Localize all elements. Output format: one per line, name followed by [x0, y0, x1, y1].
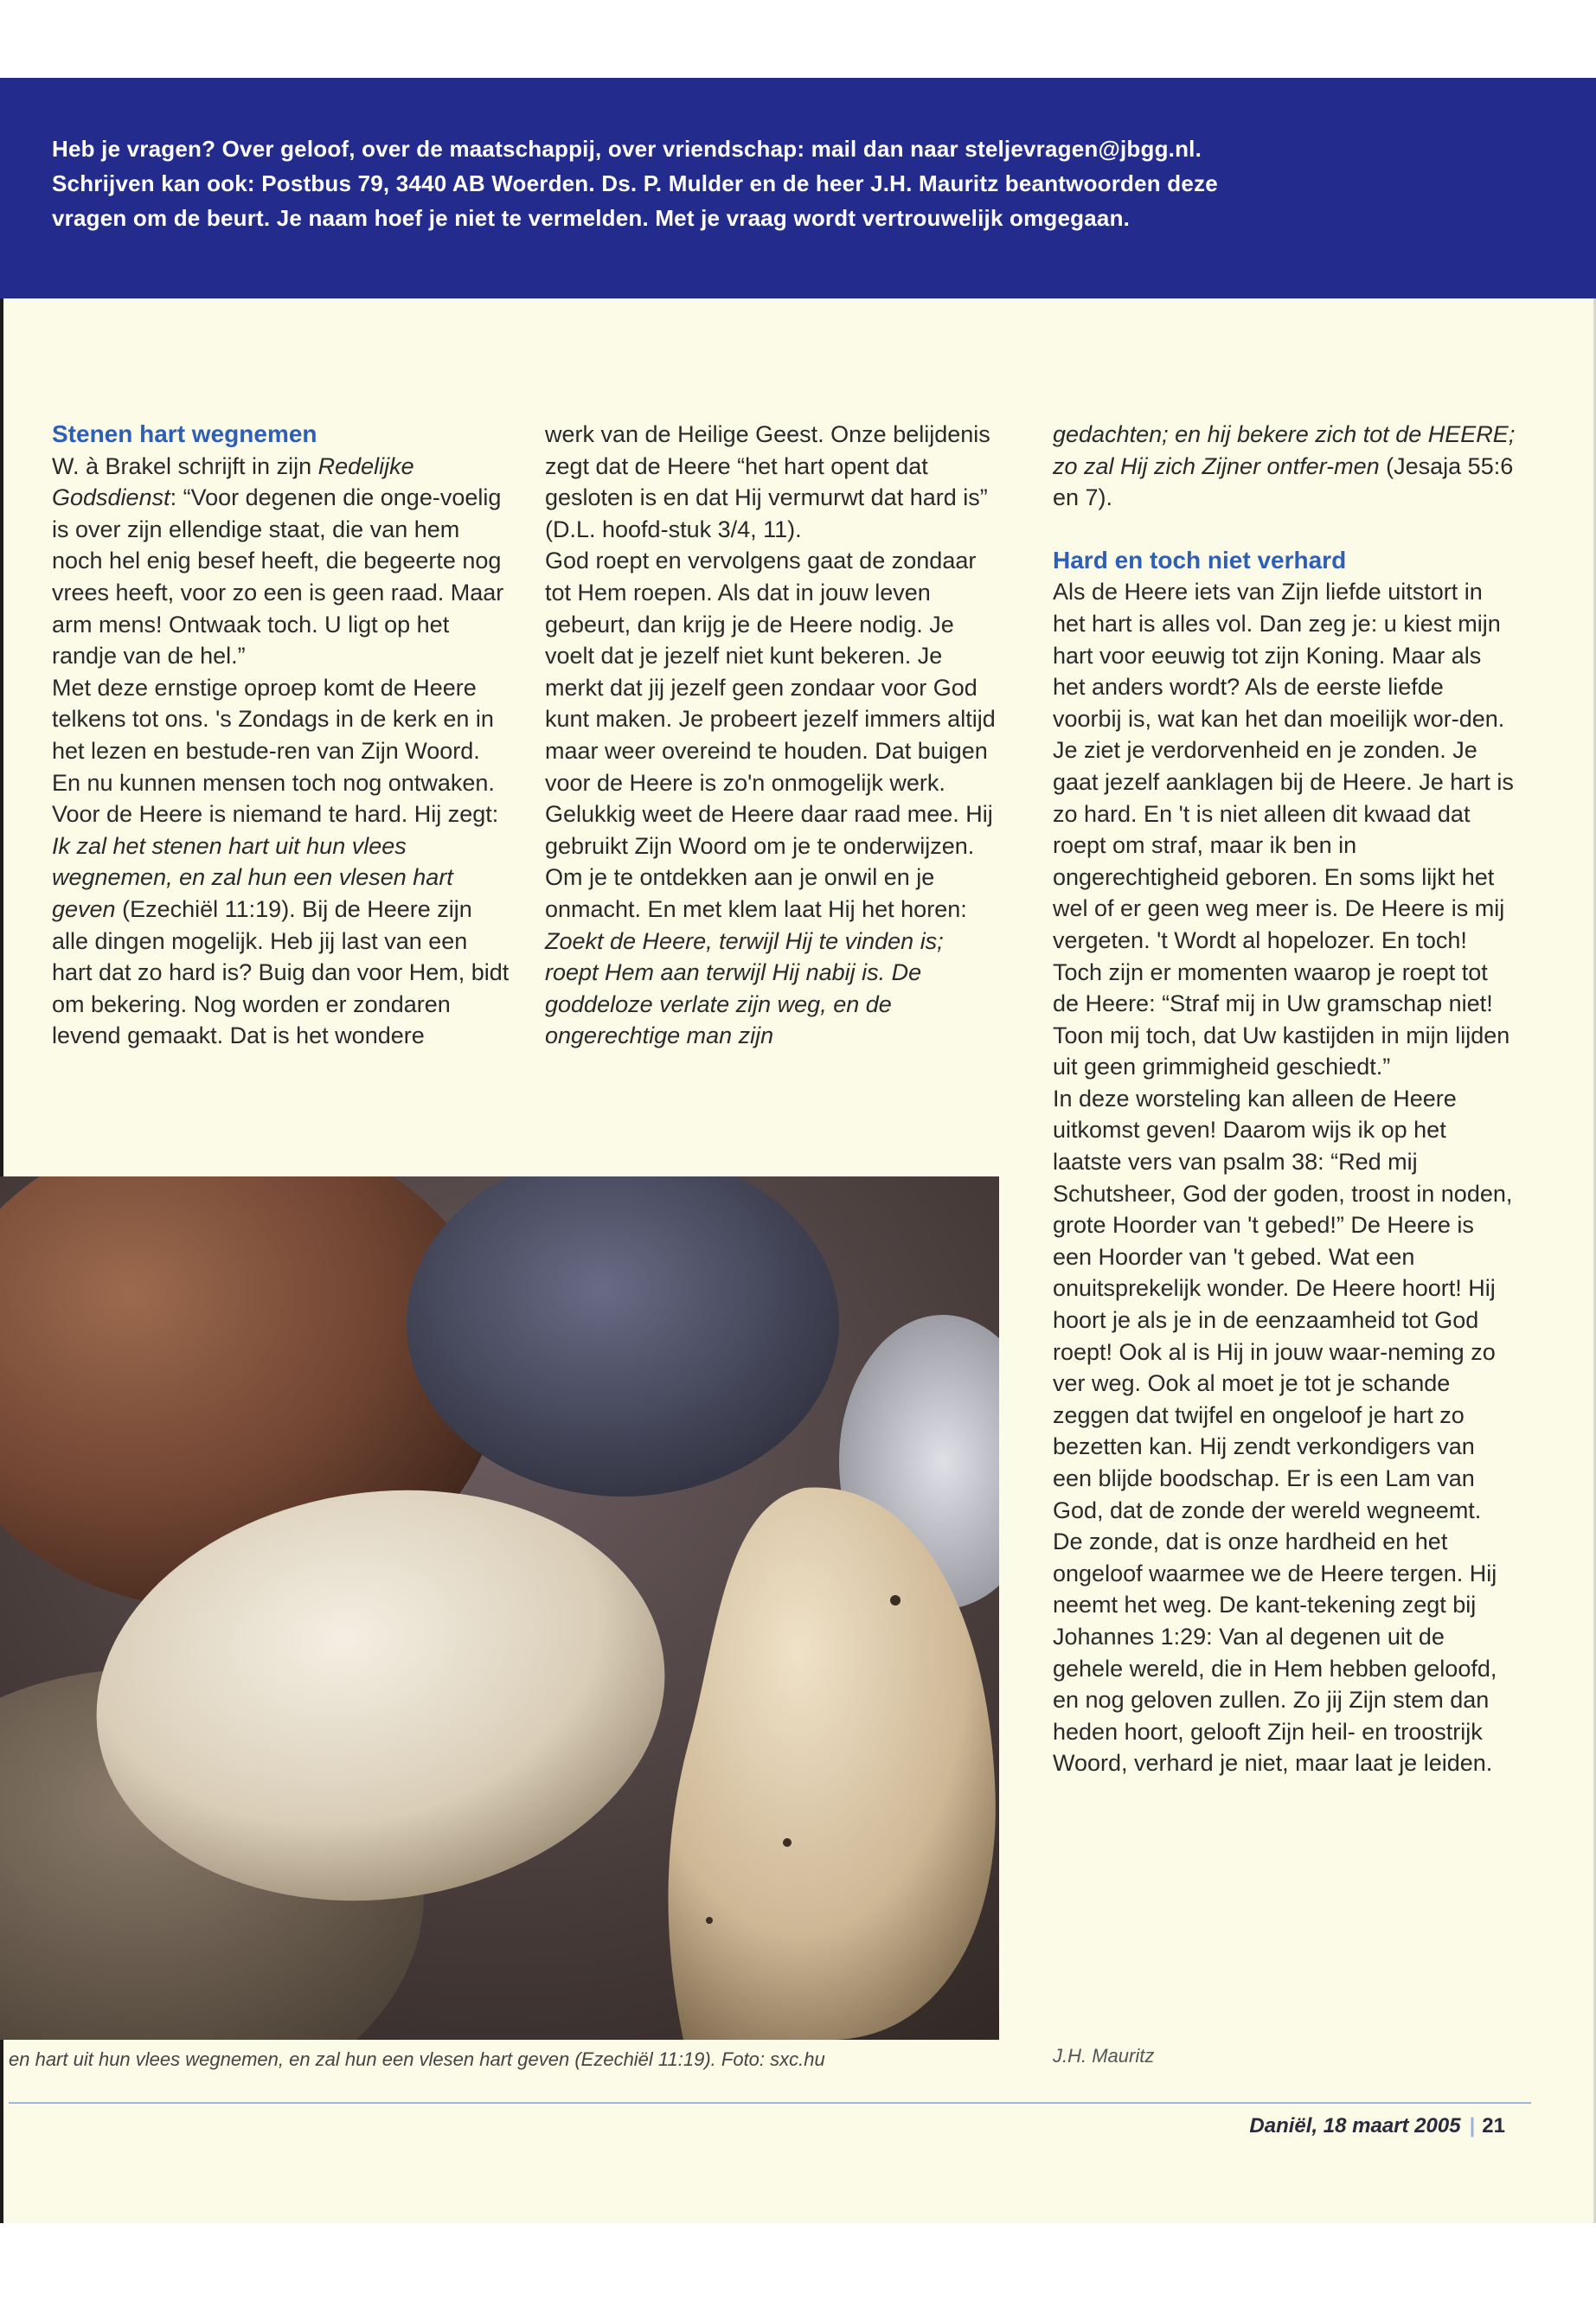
page-number: 21	[1482, 2114, 1505, 2138]
footer-rule	[9, 2102, 1531, 2104]
page-footer	[1249, 2114, 1505, 2138]
banner-line-1: Heb je vragen? Over geloof, over de maatschappij, over vriendschap: mail dan naar steljevragen@jbgg.nl.	[52, 136, 1202, 162]
section-heading-hard-verhard: Hard en toch niet verhard	[1053, 546, 1347, 574]
banner-line-3: vragen om de beurt. Je naam hoef je niet te vermelden. Met je vraag wordt vertrouwelijk omgegaan.	[52, 205, 1131, 231]
article-column-3	[1053, 419, 1516, 1779]
section-heading-stenen-hart: Stenen hart wegnemen	[52, 420, 317, 447]
footer-separator: |	[1469, 2114, 1476, 2138]
banner-line-2: Schrijven kan ook: Postbus 79, 3440 AB Woerden. Ds. P. Mulder en de heer J.H. Mauritz beantwoorden deze	[52, 170, 1218, 196]
article-column-2	[545, 419, 999, 1052]
paragraph-brakel: W. à Brakel schrijft in zijn Redelijke Godsdienst: “Voor degenen die onge-voelig is over zijn ellendige staat, die van hem noch hel enig besef heeft, die begeerte nog vrees heeft, voor zo een is geen raad. Maar arm mens! Ontwaak toch. U ligt op het randje van de hel.”	[52, 452, 504, 670]
paragraph-liefde: Als de Heere iets van Zijn liefde uitstort in het hart is alles vol. Dan zeg je: u kiest mijn hart voor eeuwig tot zijn Koning. Maar als het anders wordt? Als de eerste liefde voorbij is, wat kan het dan moeilijk wor-den. Je ziet je verdorvenheid en je zonden. Je gaat jezelf aanklagen bij de Heere. Je hart is zo hard. En 't is niet alleen dit kwaad dat roept om straf, maar ik ben in ongerechtigheid geboren. En soms lijkt het wel of er geen weg meer is. De Heere is mij vergeten. 't Wordt al hopelozer. En toch! Toch zijn er momenten waarop je roept tot de Heere: “Straf mij in Uw gramschap niet! Toon mij toch, dat Uw kastijden in mijn lijden uit geen grimmigheid geschiedt.”	[1053, 579, 1514, 1080]
stones-photo	[0, 1176, 999, 2040]
paragraph-worsteling: In deze worsteling kan alleen de Heere uitkomst geven! Daarom wijs ik op het laatste vers van psalm 38: “Red mij Schutsheer, God der goden, troost in noden, grote Hoorder van 't gebed!” De Heere is een Hoorder van 't gebed. Wat een onuitsprekelijk wonder. De Heere hoort! Hij hoort je als je in de eenzaamheid tot God roept! Ook al is Hij in jouw waar-neming zo ver weg. Ook al moet je tot je schande zeggen dat twijfel en ongeloof je hart zo bezetten kan. Hij zendt verkondigers van een blijde boodschap. Er is een Lam van God, dat de zonde der wereld wegneemt. De zonde, dat is onze hardheid en het ongeloof waarmee we de Heere tergen. Hij neemt het weg. De kant-tekening zegt bij Johannes 1:29: Van al degenen uit de gehele wereld, die in Hem hebben geloofd, en nog geloven zullen. Zo jij Zijn stem dan heden hoort, gelooft Zijn heil- en troostrijk Woord, verhard je niet, maar laat je leiden.	[1053, 1085, 1513, 1777]
paragraph-ernstige-oproep: Met deze ernstige oproep komt de Heere telkens tot ons. 's Zondags in de kerk en in het lezen en bestude-ren van Zijn Woord. En nu kunnen mensen toch nog ontwaken. Voor de Heere is niemand te hard. Hij zegt: Ik zal het stenen hart uit hun vlees wegnemen, en zal hun een vlesen hart geven (Ezechiël 11:19). Bij de Heere zijn alle dingen mogelijk. Heb jij last van een hart dat zo hard is? Buig dan voor Hem, bidt om bekering. Nog worden er zondaren levend gemaakt. Dat is het wondere	[52, 674, 510, 1049]
paragraph-heilige-geest: werk van de Heilige Geest. Onze belijdenis zegt dat de Heere “het hart opent dat gesloten is en dat Hij vermurwt dat hard is” (D.L. hoofd-stuk 3/4, 11).	[545, 421, 990, 542]
questions-banner	[0, 78, 1596, 298]
publication-date: Daniël, 18 maart 2005	[1249, 2114, 1461, 2138]
author-signature: J.H. Mauritz	[1053, 2045, 1155, 2067]
paragraph-god-roept: God roept en vervolgens gaat de zondaar tot Hem roepen. Als dat in jouw leven gebeurt, dan krijg je de Heere nodig. Je voelt dat je jezelf niet kunt bekeren. Je merkt dat jij jezelf geen zondaar voor God kunt maken. Je probeert jezelf immers altijd maar weer overeind te houden. Dat buigen voor de Heere is zo'n onmogelijk werk. Gelukkig weet de Heere daar raad mee. Hij gebruikt Zijn Woord om je te onderwijzen. Om je te ontdekken aan je onwil en je onmacht. En met klem laat Hij het horen: Zoekt de Heere, terwijl Hij te vinden is; roept Hem aan terwijl Hij nabij is. De goddeloze verlate zijn weg, en de ongerechtige man zijn	[545, 548, 996, 1049]
article-column-1	[52, 419, 510, 1052]
paragraph-jesaja: gedachten; en hij bekere zich tot de HEERE; zo zal Hij zich Zijner ontfer-men (Jesaja 55:6 en 7).	[1053, 421, 1516, 511]
photo-caption: en hart uit hun vlees wegnemen, en zal hun een vlesen hart geven (Ezechiël 11:19). Foto: sxc.hu	[9, 2048, 825, 2070]
